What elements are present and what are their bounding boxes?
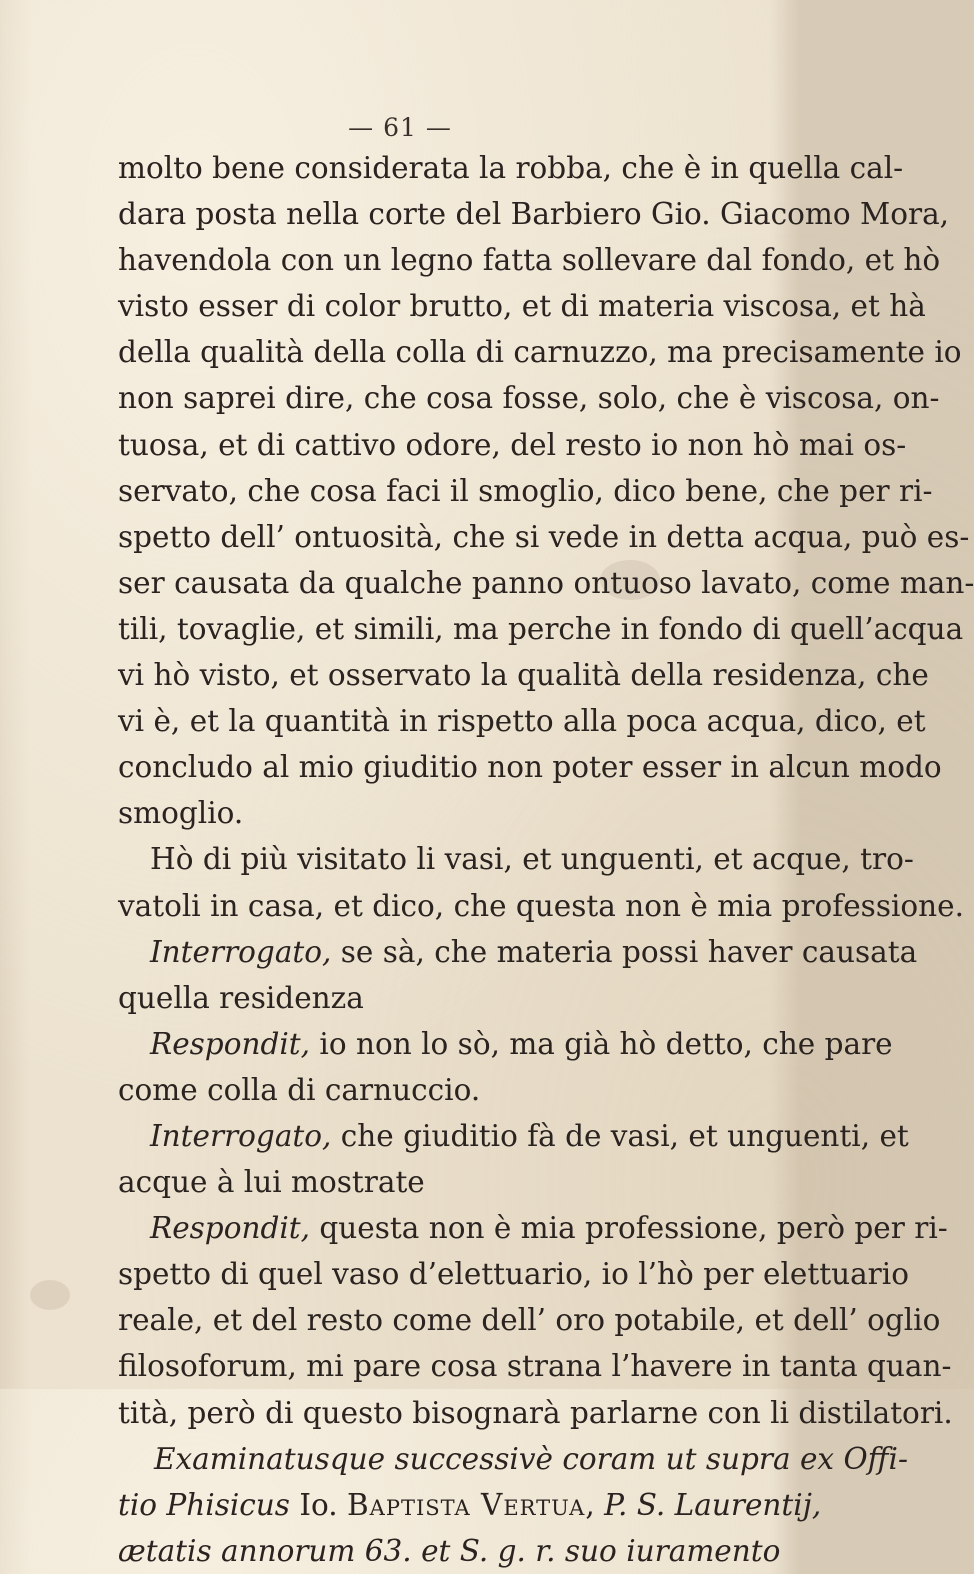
closing-line bbox=[118, 1482, 822, 1528]
text-line: smoglio. bbox=[118, 796, 244, 831]
closing-text: Offi- bbox=[843, 1441, 908, 1476]
closing-line bbox=[118, 1436, 908, 1482]
text-line: vi è, et la quantità in rispetto alla poca acqua, dico, et bbox=[118, 704, 926, 739]
line-text: io non lo sò, ma già hò detto, che pare bbox=[310, 1026, 893, 1061]
text-line bbox=[118, 1113, 909, 1159]
text-line: acque à lui mostrate bbox=[118, 1165, 425, 1200]
text-line: havendola con un legno fatta sollevare dal fondo, et hò bbox=[118, 243, 941, 278]
speaker-label: Respondit, bbox=[150, 1026, 311, 1061]
text-line: concludo al mio giuditio non poter esser in alcun modo bbox=[118, 750, 942, 785]
line-text: che giuditio fà de vasi, et unguenti, et bbox=[331, 1118, 909, 1153]
text-line: visto esser di color brutto, et di materia viscosa, et hà bbox=[118, 289, 926, 324]
paper-stain bbox=[30, 1280, 70, 1310]
speaker-label: Interrogato, bbox=[150, 934, 332, 969]
person-name: Baptista Vertua bbox=[346, 1487, 586, 1522]
text-line: dara posta nella corte del Barbiero Gio. Giacomo Mora, bbox=[118, 197, 950, 232]
text-line bbox=[118, 929, 918, 975]
closing-text: P. S. Laurentij, bbox=[604, 1487, 822, 1522]
text-line: della qualità della colla di carnuzzo, ma precisamente io bbox=[118, 335, 962, 370]
closing-line bbox=[118, 1528, 781, 1574]
closing-text: ætatis annorum 63. et S. g. r. suo iuramento bbox=[118, 1533, 781, 1568]
text-line bbox=[118, 1205, 948, 1251]
text-line: tuosa, et di cattivo odore, del resto io non hò mai os- bbox=[118, 427, 907, 462]
body-text bbox=[118, 145, 974, 1574]
text-line: tità, però di questo bisognarà parlarne con li distilatori. bbox=[118, 1395, 953, 1430]
text-line: vi hò visto, et osservato la qualità della residenza, che bbox=[118, 658, 929, 693]
text-line: filosoforum, mi pare cosa strana l’havere in tanta quan- bbox=[118, 1349, 952, 1384]
text-line: spetto dell’ ontuosità, che si vede in detta acqua, può es- bbox=[118, 519, 970, 554]
text-line: servato, che cosa faci il smoglio, dico bene, che per ri- bbox=[118, 473, 933, 508]
text-line: quella residenza bbox=[118, 980, 364, 1015]
page-number: — 61 — bbox=[348, 113, 452, 142]
speaker-label: Respondit, bbox=[150, 1211, 311, 1246]
text-line: molto bene considerata la robba, che è in quella cal- bbox=[118, 151, 904, 185]
line-text: se sà, che materia possi haver causata bbox=[331, 934, 918, 969]
text-line: ser causata da qualche panno ontuoso lavato, come man- bbox=[118, 565, 974, 600]
text-line: reale, et del resto come dell’ oro potabile, et dell’ oglio bbox=[118, 1303, 941, 1338]
text-line: vatoli in casa, et dico, che questa non è mia professione. bbox=[118, 888, 964, 923]
text-line bbox=[118, 1021, 893, 1067]
speaker-label: Interrogato, bbox=[150, 1118, 332, 1153]
closing-text: , bbox=[585, 1487, 605, 1522]
text-line: Hò di più visitato li vasi, et unguenti, et acque, tro- bbox=[150, 842, 914, 877]
closing-text: Io. bbox=[289, 1487, 347, 1522]
closing-text: Examinatusque successivè coram ut supra ex bbox=[154, 1441, 835, 1476]
line-text: questa non è mia professione, però per ri- bbox=[310, 1211, 948, 1246]
closing-text: tio Phisicus bbox=[118, 1487, 290, 1522]
text-line: come colla di carnuccio. bbox=[118, 1072, 481, 1107]
text-line: non saprei dire, che cosa fosse, solo, che è viscosa, on- bbox=[118, 381, 940, 416]
text-line: tili, tovaglie, et simili, ma perche in fondo di quell’acqua bbox=[118, 611, 964, 646]
text-line: spetto di quel vaso d’elettuario, io l’hò per elettuario bbox=[118, 1257, 909, 1292]
